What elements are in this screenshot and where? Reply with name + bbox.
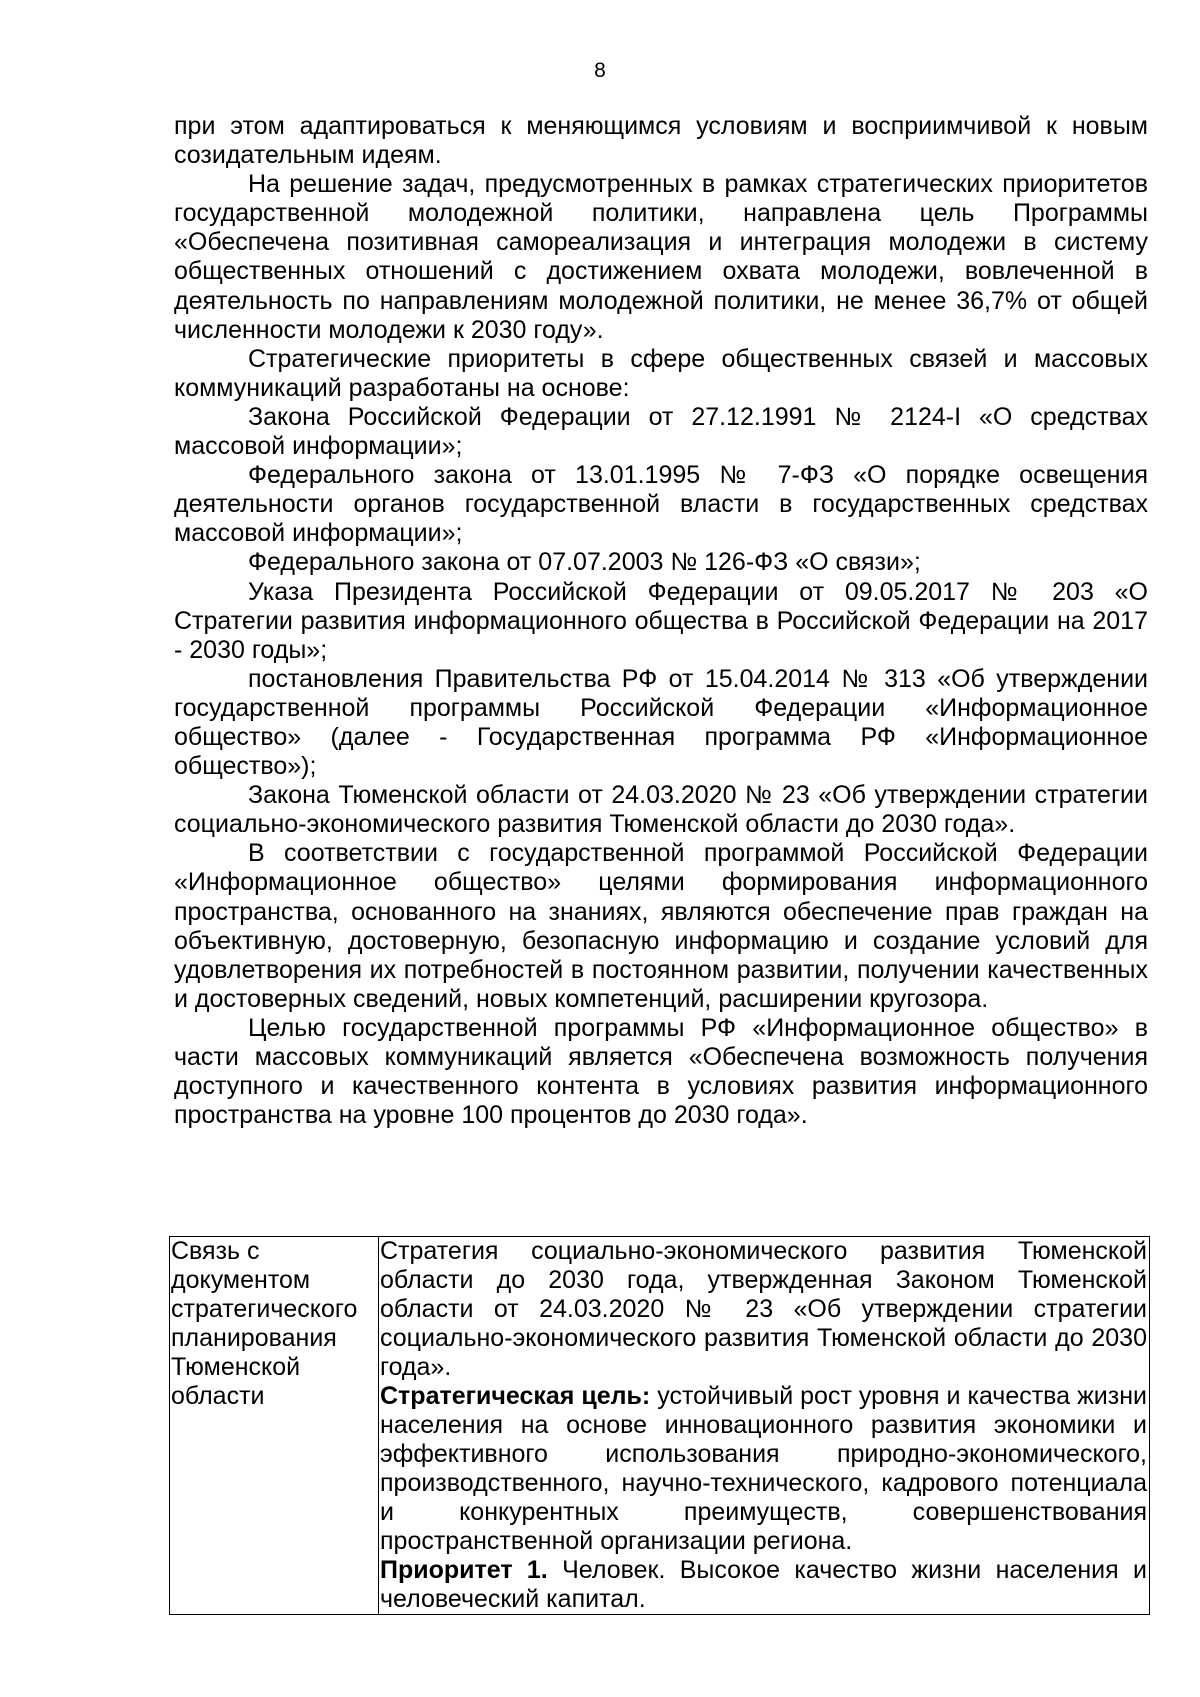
table-row	[170, 1237, 1150, 1615]
strategic-goal-text: устойчивый рост уровня и качества жизни населения на основе инновационного развития экономики и эффективного использования природно-экономического, производственного, научно-технического, кадрового потенциала и конкурентных преимуществ, совершенствования пространственной организации региона.	[380, 1382, 1147, 1555]
strategic-goal-label: Стратегическая цель:	[380, 1382, 651, 1410]
paragraph-7: Указа Президента Российской Федерации от 09.05.2017 № 203 «О Стратегии развития информационного общества в Российской Федерации на 2017 - 2030 годы»;	[174, 577, 1148, 664]
table-left-cell: Связь с документом стратегического планирования Тюменской области	[170, 1237, 379, 1615]
paragraph-3: Стратегические приоритеты в сфере общественных связей и массовых коммуникаций разработаны на основе:	[174, 344, 1148, 402]
priority-1	[380, 1556, 1147, 1614]
paragraph-1: при этом адаптироваться к меняющимся условиям и восприимчивой к новым созидательным идеям.	[174, 112, 1148, 170]
strategy-link-table	[169, 1236, 1150, 1615]
paragraph-2: На решение задач, предусмотренных в рамках стратегических приоритетов государственной молодежной политики, направлена цель Программы «Обеспечена позитивная самореализация и интеграция молодежи в систему общественных отношений с достижением охвата молодежи, вовлеченной в деятельность по направлениям молодежной политики, не менее 36,7% от общей численности молодежи к 2030 году».	[174, 170, 1148, 344]
paragraph-10: В соответствии с государственной программой Российской Федерации «Информационное общество» целями формирования информационного пространства, основанного на знаниях, являются обеспечение прав граждан на объективную, достоверную, безопасную информацию и создание условий для удовлетворения их потребностей в постоянном развитии, получении качественных и достоверных сведений, новых компетенций, расширении кругозора.	[174, 839, 1148, 1013]
paragraph-8: постановления Правительства РФ от 15.04.2014 № 313 «Об утверждении государственной программы Российской Федерации «Информационное общество» (далее - Государственная программа РФ «Информационное общество»);	[174, 664, 1148, 781]
table-right-cell	[379, 1237, 1150, 1615]
priority-1-text: Человек. Высокое качество жизни населения и человеческий капитал.	[380, 1556, 1147, 1613]
page-number: 8	[594, 59, 606, 82]
paragraph-5: Федерального закона от 13.01.1995 № 7-ФЗ «О порядке освещения деятельности органов государственной власти в государственных средствах массовой информации»;	[174, 461, 1148, 548]
paragraph-9: Закона Тюменской области от 24.03.2020 № 23 «Об утверждении стратегии социально-экономического развития Тюменской области до 2030 года».	[174, 781, 1148, 839]
strategic-goal	[380, 1382, 1147, 1556]
paragraph-6: Федерального закона от 07.07.2003 № 126-ФЗ «О связи»;	[248, 548, 921, 577]
priority-1-label: Приоритет 1.	[380, 1556, 548, 1584]
strategy-intro: Стратегия социально-экономического развития Тюменской области до 2030 года, утвержденная Законом Тюменской области от 24.03.2020 № 23 «Об утверждении стратегии социально-экономического развития Тюменской области до 2030 года».	[380, 1237, 1147, 1381]
paragraph-11: Целью государственной программы РФ «Информационное общество» в части массовых коммуникаций является «Обеспечена возможность получения доступного и качественного контента в условиях развития информационного пространства на уровне 100 процентов до 2030 года».	[174, 1013, 1148, 1130]
paragraph-4: Закона Российской Федерации от 27.12.1991 № 2124-I «О средствах массовой информации»;	[174, 402, 1148, 461]
document-body	[174, 112, 1148, 1130]
